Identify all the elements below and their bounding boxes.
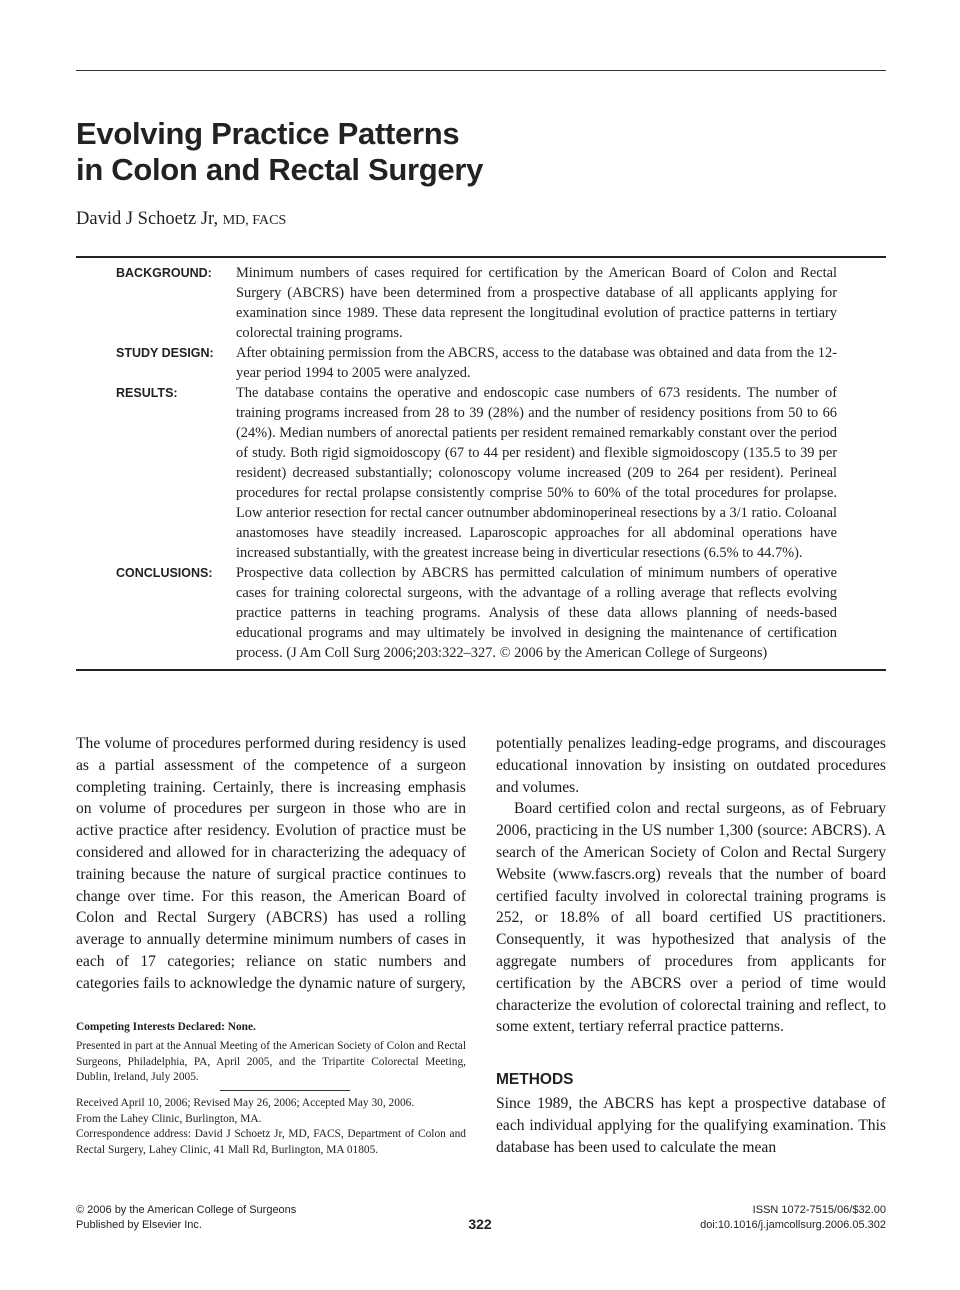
- title-line-2: in Colon and Rectal Surgery: [76, 152, 484, 187]
- footer-issn: ISSN 1072-7515/06/$32.00: [752, 1204, 886, 1216]
- author-line: [76, 209, 286, 230]
- footnote-divider: [220, 1090, 350, 1091]
- abstract-background: [76, 263, 886, 343]
- abstract-label: CONCLUSIONS:: [116, 566, 213, 580]
- author-name: David J Schoetz Jr,: [76, 209, 219, 229]
- abstract-label: RESULTS:: [116, 386, 178, 400]
- body-left-column: [76, 733, 466, 995]
- top-rule: [76, 70, 886, 71]
- footer-copyright: © 2006 by the American College of Surgeons: [76, 1204, 297, 1216]
- footnote-correspondence: Correspondence address: David J Schoetz Jr, MD, FACS, Department of Colon and Rectal Surgery, Lahey Clinic, 41 Mall Rd, Burlington, MA 01805.: [76, 1128, 466, 1156]
- abstract-text: After obtaining permission from the ABCRS, access to the database was obtained and data from the 12-year period 1994 to 2005 were analyzed.: [236, 345, 837, 381]
- body-right-column: [496, 733, 886, 1038]
- abstract-text: The database contains the operative and endoscopic case numbers of 673 residents. The number of training programs increased from 28 to 39 (28%) and the number of residency positions from 50 to 66 (24%). Median numbers of anorectal patients per resident remained remarkably constant over the period of study. Both rigid sigmoidoscopy (67 to 44 per resident) and flexible sigmoidoscopy (135.5 to 39 per resident) decreased substantially; colonoscopy volume increased (209 to 264 per resident). Perineal procedures for rectal prolapse consistently comprise 50% to 60% of the total procedures for prolapse. Low anterior resection for rectal cancer outnumber abdominoperineal resections by a 3/1 ratio. Coloanal anastomoses have steadily increased. Laparoscopic approaches for all abdominal operations have increased substantially, with the greatest increase being in diverticular resections (6.5% to 44.7%).: [236, 385, 837, 561]
- abstract-results: [76, 383, 886, 563]
- abstract-text: Prospective data collection by ABCRS has permitted calculation of minimum numbers of operative cases for training colorectal surgeons, with the advantage of a rolling average that reflects evolving practice patterns in teaching programs. Analysis of these data allows planning of needs-based educational programs and may ultimately be involved in designing the maintenance of certification process. (J Am Coll Surg 2006;203:322–327. © 2006 by the American College of Surgeons): [236, 565, 837, 661]
- footnote-presented: [76, 1039, 466, 1086]
- footnote-received: Received April 10, 2006; Revised May 26, 2006; Accepted May 30, 2006.: [76, 1097, 415, 1109]
- body-paragraph: potentially penalizes leading-edge programs, and discourages educational innovation by insisting on outdated procedures and volumes.: [496, 735, 886, 796]
- title-line-1: Evolving Practice Patterns: [76, 116, 460, 151]
- footnote-affiliation: From the Lahey Clinic, Burlington, MA.: [76, 1112, 262, 1125]
- body-paragraph: Board certified colon and rectal surgeons, as of February 2006, practicing in the US number 1,300 (source: ABCRS). A search of the American Society of Colon and Rectal Surgery Website (www.fascrs.org) reveals that the number of board certified faculty involved in colorectal training programs is 252, or 18.8% of all board certified US practitioners. Consequently, it was hypothesized that analysis of the aggregate numbers of procedures from applicants for certification by the ABCRS over a period of time would characterize the evolution of colorectal training and reflect, to some extent, tertiary referral practice patterns.: [496, 800, 886, 1036]
- footer-right: [700, 1203, 886, 1233]
- abstract-box: [76, 256, 886, 671]
- methods-paragraph-container: [496, 1093, 886, 1158]
- footnote-dates: [76, 1096, 466, 1158]
- footer-doi: doi:10.1016/j.jamcollsurg.2006.05.302: [700, 1219, 886, 1231]
- footnote-competing-interests: [76, 1020, 466, 1036]
- abstract-text: Minimum numbers of cases required for certification by the American Board of Colon and Rectal Surgery (ABCRS) have been determined from a prospective database of all applicants applying for examination since 1989. These data represent the longitudinal evolution of practice patterns in tertiary colorectal training programs.: [236, 265, 837, 341]
- abstract-study-design: [76, 343, 886, 383]
- footnote-text: Competing Interests Declared: None.: [76, 1021, 256, 1033]
- article-title: [76, 116, 876, 188]
- page-number: 322: [468, 1216, 492, 1232]
- footer-publisher: Published by Elsevier Inc.: [76, 1219, 202, 1231]
- methods-heading: METHODS: [496, 1071, 574, 1088]
- body-paragraph: The volume of procedures performed during residency is used as a partial assessment of the competence of a surgeon completing training. Certainly, there is increasing emphasis on volume of procedures per surgeon in those who are in active practice after residency. Evolution of practice must be considered and allowed for in characterizing the adequacy of training because the nature of surgical practice continues to change over time. For this reason, the American Board of Colon and Rectal Surgery (ABCRS) has used a rolling average to annually determine minimum numbers of cases in each of 17 categories; reliance on static numbers and categories fails to acknowledge the dynamic nature of surgery,: [76, 735, 466, 992]
- abstract-conclusions: [76, 563, 886, 663]
- abstract-label: STUDY DESIGN:: [116, 346, 214, 360]
- author-credentials: MD, FACS: [222, 213, 287, 228]
- methods-paragraph: Since 1989, the ABCRS has kept a prospective database of each individual applying for the qualifying examination. This database has been used to calculate the mean: [496, 1095, 886, 1156]
- footnote-text: Presented in part at the Annual Meeting of the American Society of Colon and Rectal Surgeons, Philadelphia, PA, April 2005, and the Tripartite Colorectal Meeting, Dublin, Ireland, July 2005.: [76, 1040, 466, 1083]
- abstract-label: BACKGROUND:: [116, 266, 212, 280]
